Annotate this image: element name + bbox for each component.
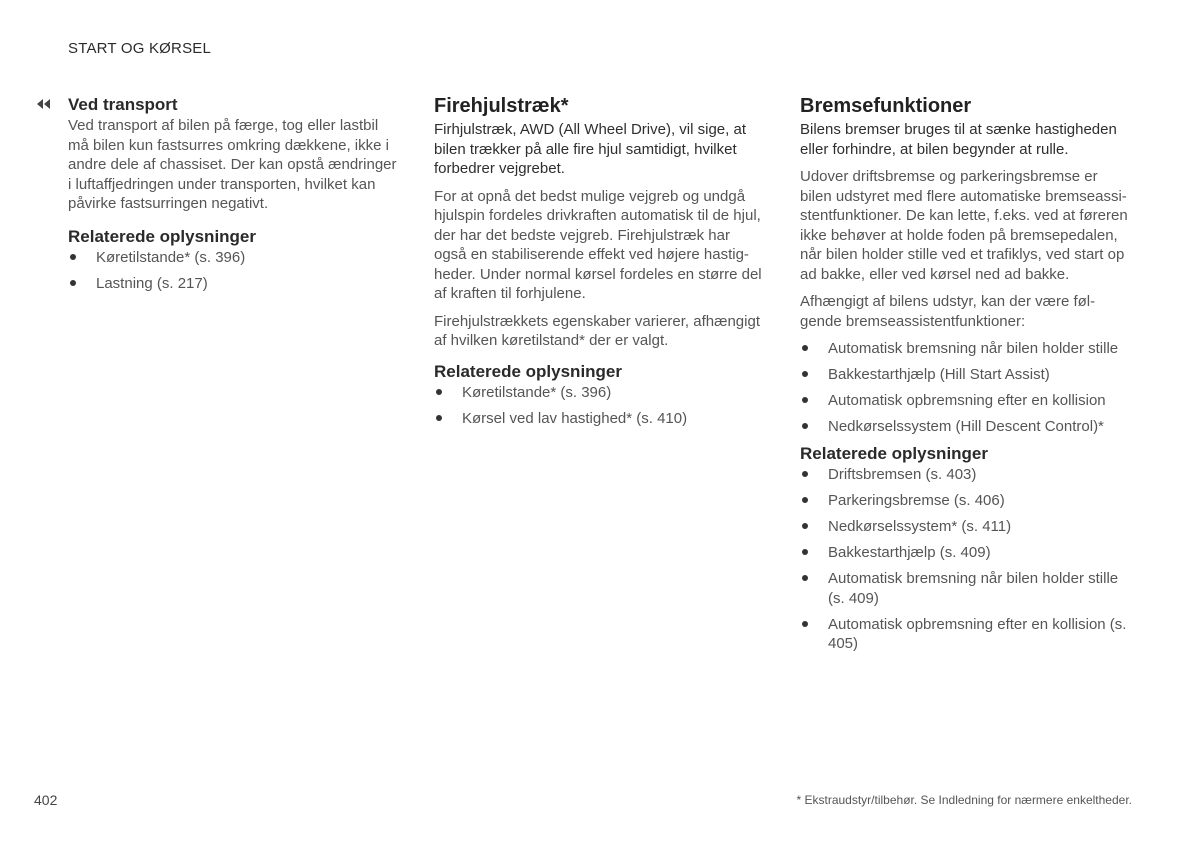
related-link[interactable]: Bakkestarthjælp (s. 409) — [800, 543, 1132, 563]
related-link[interactable]: Kørsel ved lav hastighed* (s. 410) — [434, 409, 766, 429]
lead-bremsefunktioner: Bilens bremser bruges til at sænke hastigheden eller forhindre, at bilen begynder at rulle. — [800, 121, 1117, 158]
related-link[interactable]: Automatisk opbremsning efter en kollision (s. 405) — [800, 615, 1132, 654]
related-link[interactable]: Automatisk bremsning når bilen holder stille (s. 409) — [800, 569, 1132, 608]
related-list — [434, 383, 766, 429]
list-item: Automatisk bremsning når bilen holder stille — [800, 339, 1132, 359]
bullet-icon — [802, 471, 808, 477]
bullet-icon — [802, 371, 808, 377]
bullet-icon — [802, 497, 808, 503]
section-header: START OG KØRSEL — [68, 40, 212, 57]
related-heading: Relaterede oplysninger — [68, 226, 257, 246]
bullet-icon — [70, 254, 76, 260]
related-list — [800, 465, 1132, 654]
bullet-icon — [436, 415, 442, 421]
heading-ved-transport: Ved transport — [68, 95, 178, 114]
related-heading: Relaterede oplysninger — [800, 444, 989, 463]
paragraph-bremsefunktioner-2: Afhængigt af bilens udstyr, kan der være føl-gende bremseassistentfunktioner: — [800, 293, 1096, 330]
bullet-icon — [802, 523, 808, 529]
lead-firehjulstraek: Firhjulstræk, AWD (All Wheel Drive), vil sige, at bilen trækker på alle fire hjul samtidigt, hvilket forbedrer vejgrebet. — [434, 121, 746, 177]
related-link[interactable]: Driftsbremsen (s. 403) — [800, 465, 1132, 485]
bullet-icon — [802, 345, 808, 351]
related-link[interactable]: Lastning (s. 217) — [68, 274, 398, 294]
paragraph-bremsefunktioner-1: Udover driftsbremse og parkeringsbremse er bilen udstyret med flere automatiske bremseassi-stentfunktioner. De kan lette, f.eks. ved at føreren ikke behøver at holde foden på bremsepedalen, når bilen holder stille ved et trafiklys, ved start op ad bakke, eller ved kørsel ned ad bakke. — [800, 168, 1128, 283]
bullet-icon — [802, 621, 808, 627]
related-list — [68, 248, 398, 294]
bullet-icon — [802, 575, 808, 581]
footnote: * Ekstraudstyr/tilbehør. Se Indledning for nærmere enkeltheder. — [796, 793, 1132, 807]
related-link[interactable]: Køretilstande* (s. 396) — [68, 248, 398, 268]
bullet-icon — [802, 549, 808, 555]
paragraph-firehjulstraek-2: Firehjulstrækkets egenskaber varierer, afhængigt af hvilken køretilstand* der er valgt. — [434, 312, 760, 349]
list-item: Bakkestarthjælp (Hill Start Assist) — [800, 365, 1132, 385]
paragraph-firehjulstraek-1: For at opnå det bedst mulige vejgreb og undgå hjulspin fordeles drivkraften automatisk til de hjul, der har det bedste vejgreb. Firehjulstræk har også en stabiliserende effekt ved højere hastig-heder. Under normal kørsel fordeles en større del af kraften til forhjulene. — [434, 187, 762, 302]
bullet-icon — [802, 423, 808, 429]
related-link[interactable]: Køretilstande* (s. 396) — [434, 383, 766, 403]
heading-bremsefunktioner: Bremsefunktioner — [800, 95, 972, 117]
heading-firehjulstraek: Firehjulstræk* — [434, 95, 569, 117]
related-link[interactable]: Nedkørselssystem* (s. 411) — [800, 517, 1132, 537]
back-arrows-icon[interactable] — [36, 98, 52, 110]
related-link[interactable]: Parkeringsbremse (s. 406) — [800, 491, 1132, 511]
function-list — [800, 339, 1132, 437]
bullet-icon — [802, 397, 808, 403]
column-ved-transport — [68, 94, 398, 300]
column-firehjulstraek — [434, 94, 766, 435]
related-heading: Relaterede oplysninger — [434, 361, 623, 381]
list-item: Automatisk opbremsning efter en kollision — [800, 391, 1132, 411]
bullet-icon — [70, 280, 76, 286]
list-item: Nedkørselssystem (Hill Descent Control)* — [800, 417, 1132, 437]
paragraph-ved-transport: Ved transport af bilen på færge, tog eller lastbil må bilen kun fastsurres omkring dækkene, ikke i andre dele af chassiset. Der kan opstå ændringer i luftaffjedringen under transporten, hvilket kan påvirke fastsurringen negativt. — [68, 117, 397, 212]
page-number: 402 — [34, 792, 58, 808]
bullet-icon — [436, 389, 442, 395]
column-bremsefunktioner — [800, 94, 1132, 660]
